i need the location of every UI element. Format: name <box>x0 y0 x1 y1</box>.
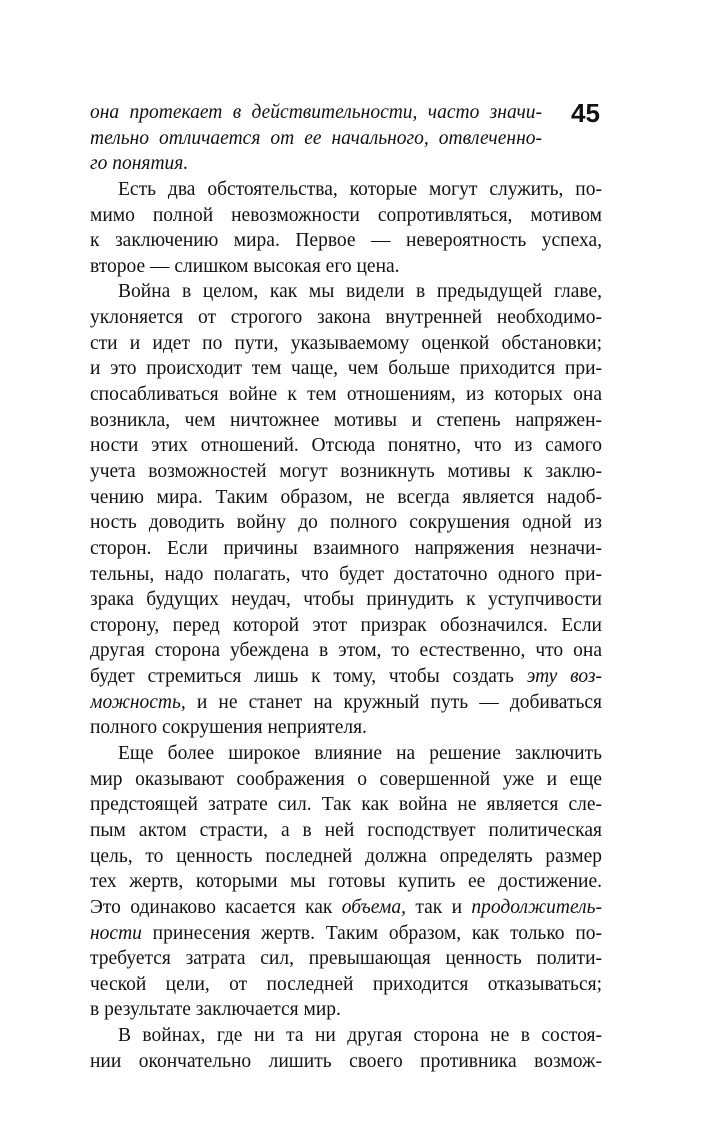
text-segment: Это одинаково касается как <box>90 896 342 918</box>
text-segment: будет стремиться лишь к тому, чтобы создать <box>90 666 527 688</box>
text-line: сторон. Если причины взаимного напряжения незначи- <box>90 537 602 559</box>
page-number: 45 <box>571 98 600 128</box>
text-line: учета возможностей могут возникнуть мотивы к заклю- <box>90 460 602 482</box>
text-line: требуется затрата сил, превышающая ценность полити- <box>90 948 602 970</box>
text-line: и это происходит тем чаще, чем больше приходится при- <box>90 358 602 380</box>
text-line <box>90 921 602 947</box>
text-line: В войнах, где ни та ни другая сторона не в состоя- <box>118 1025 602 1047</box>
text-line: тех жертв, которыми мы готовы купить ее достижение. <box>90 871 602 893</box>
text-line: тельны, надо полагать, что будет достаточно одного при- <box>90 563 602 585</box>
text-line <box>90 664 602 690</box>
text-line: другая сторона убеждена в этом, то естественно, что она <box>90 640 602 662</box>
text-line: ности этих отношений. Отсюда понятно, что из самого <box>90 435 602 457</box>
text-line: предстоящей затрате сил. Так как война не является сле- <box>90 794 602 816</box>
text-line: возникла, чем ничтожнее мотивы и степень напряжен- <box>90 409 602 431</box>
italic-text: продолжитель- <box>471 896 602 918</box>
text-segment: принесения жертв. Таким образом, как только по- <box>141 922 602 944</box>
text-line: полного сокрушения неприятеля. <box>90 717 367 739</box>
italic-text: эту воз- <box>526 666 602 688</box>
text-line: спосабливаться войне к тем отношениям, из которых она <box>90 384 602 406</box>
text-line: мир оказывают соображения о совершенной уже и еще <box>90 768 602 790</box>
text-line <box>90 690 602 716</box>
text-line: цель, то ценность последней должна определять размер <box>90 845 602 867</box>
text-line: зрака будущих неудач, чтобы принудить к уступчивости <box>90 589 602 611</box>
text-line <box>90 895 602 921</box>
italic-text: ности <box>90 922 142 944</box>
text-line: ческой цели, от последней приходится отказываться; <box>90 973 602 995</box>
text-line: сти и идет по пути, указываемому оценкой обстановки; <box>90 332 602 354</box>
text-line: Еще более широкое влияние на решение заключить <box>118 743 602 765</box>
body-text <box>90 100 602 1074</box>
text-line: Есть два обстоятельства, которые могут служить, по- <box>118 178 602 200</box>
text-line: она протекает в действительности, часто значи- <box>90 102 542 123</box>
text-line: в результате заключается мир. <box>90 999 341 1021</box>
text-line: Война в целом, как мы видели в предыдущей главе, <box>118 281 602 303</box>
text-segment: так и <box>405 896 472 918</box>
italic-text: можность, <box>90 691 186 713</box>
text-line: уклоняется от строгого закона внутренней необходимо- <box>90 307 602 329</box>
text-line: го понятия. <box>90 153 189 175</box>
text-line: сторону, перед которой этот призрак обозначился. Если <box>90 614 602 636</box>
text-line: второе — слишком высокая его цена. <box>90 255 400 277</box>
text-line: мимо полной невозможности сопротивляться, мотивом <box>90 204 602 226</box>
text-line: ность доводить войну до полного сокрушения одной из <box>90 512 602 534</box>
text-line: к заключению мира. Первое — невероятность успеха, <box>90 230 602 252</box>
text-line: чению мира. Таким образом, не всегда является надоб- <box>90 486 602 508</box>
text-line: нии окончательно лишить своего противника возмож- <box>90 1050 602 1072</box>
text-segment: и не станет на кружный путь — добиваться <box>185 691 602 713</box>
italic-text: объема, <box>341 896 406 918</box>
text-line: пым актом страсти, а в ней господствует политическая <box>90 819 602 841</box>
text-line: тельно отличается от ее начального, отвлеченно- <box>90 127 542 149</box>
